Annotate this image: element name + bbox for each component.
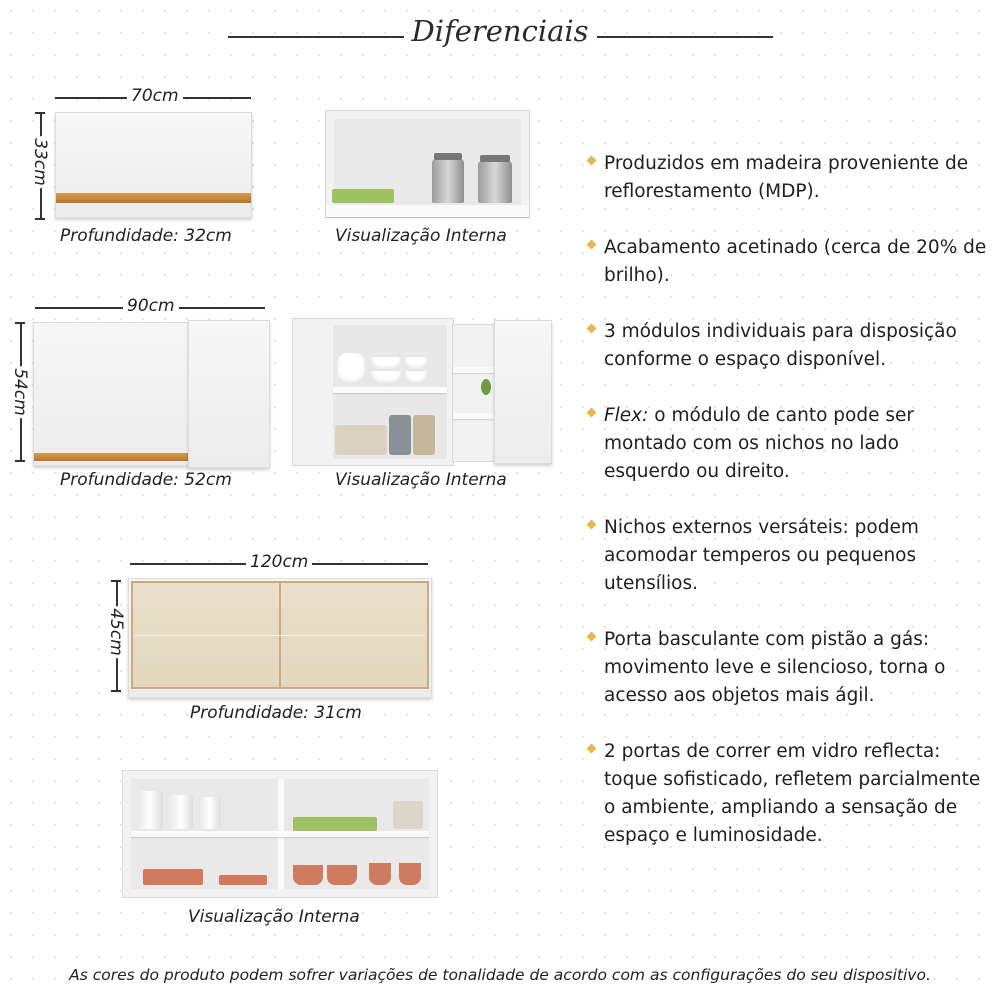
module-3-width-label: 120cm xyxy=(246,552,312,572)
module-2-wood-trim xyxy=(34,453,189,461)
module-1-height-dimension xyxy=(28,112,52,220)
module-2-cabinet xyxy=(33,322,190,466)
glass-jar xyxy=(432,159,464,203)
feature-text: 3 módulos individuais para disposição conforme o espaço disponível. xyxy=(604,321,957,370)
canister xyxy=(413,415,435,455)
module-2-height-dimension xyxy=(8,322,32,462)
feature-item xyxy=(588,150,988,206)
bullet-diamond-icon xyxy=(587,520,597,530)
bullet-diamond-icon xyxy=(587,156,597,166)
bread-box xyxy=(335,425,387,455)
module-3-depth-caption: Profundidade: 31cm xyxy=(190,703,362,723)
module-3-cabinet xyxy=(128,578,432,698)
module-2-width-dimension xyxy=(35,296,265,318)
bullet-diamond-icon xyxy=(587,324,597,334)
module-2-width-label: 90cm xyxy=(123,296,179,316)
spice-canister xyxy=(137,791,163,829)
color-disclaimer: As cores do produto podem sofrer variações de tonalidade de acordo com as configurações do seu dispositivo. xyxy=(69,966,931,984)
page-title: Diferenciais xyxy=(411,14,589,48)
module-3-interior-caption: Visualização Interna xyxy=(188,907,360,927)
module-3-height-label: 45cm xyxy=(105,608,126,656)
bullet-diamond-icon xyxy=(587,240,597,250)
bullet-diamond-icon xyxy=(587,744,597,754)
feature-item xyxy=(588,626,988,710)
plates-stack xyxy=(143,869,203,885)
title-rule-right xyxy=(597,36,773,38)
mug xyxy=(399,863,421,885)
feature-item xyxy=(588,514,988,598)
feature-text: Produzidos em madeira proveniente de reflorestamento (MDP). xyxy=(604,153,969,202)
spice-canister xyxy=(169,795,193,829)
module-1-interior-view xyxy=(325,110,530,218)
spice-canister xyxy=(199,797,221,829)
module-3-width-dimension xyxy=(130,552,428,574)
feature-text: 2 portas de correr em vidro reflecta: toque sofisticado, refletem parcialmente o ambiente, ampliando a sensação de espaço e luminosidade. xyxy=(604,741,981,846)
feature-item xyxy=(588,738,988,850)
cup xyxy=(371,371,401,385)
feature-text: Nichos externos versáteis: podem acomodar temperos ou pequenos utensílios. xyxy=(604,517,919,594)
cup xyxy=(371,357,401,371)
bowl xyxy=(293,865,323,885)
feature-text: o módulo de canto pode ser montado com os nichos no lado esquerdo ou direito. xyxy=(604,405,914,482)
module-1-wood-trim xyxy=(56,193,251,203)
module-3-height-dimension xyxy=(104,580,128,692)
module-1-height-label: 33cm xyxy=(29,138,50,186)
module-1-interior-caption: Visualização Interna xyxy=(335,226,507,246)
module-2-side-door xyxy=(188,320,270,468)
module-2-height-label: 54cm xyxy=(9,368,30,416)
feature-lead: Flex: xyxy=(604,405,649,426)
module-1-width-dimension xyxy=(55,86,251,108)
features-list xyxy=(588,150,988,878)
module-2-niche-column xyxy=(452,324,496,462)
feature-text: Porta basculante com pistão a gás: movimento leve e silencioso, torna o acesso aos objetos mais ágil. xyxy=(604,629,946,706)
module-2-depth-caption: Profundidade: 52cm xyxy=(60,470,232,490)
green-baking-dish xyxy=(293,817,377,831)
feature-text: Acabamento acetinado (cerca de 20% de brilho). xyxy=(604,237,987,286)
plant-pot xyxy=(481,379,491,395)
green-baking-dish xyxy=(332,189,394,203)
plates-stack xyxy=(219,875,267,885)
bullet-diamond-icon xyxy=(587,408,597,418)
teapot xyxy=(337,353,365,385)
module-2-open-door xyxy=(494,320,552,464)
feature-item xyxy=(588,402,988,486)
bread-box xyxy=(393,801,423,829)
canister xyxy=(389,415,411,455)
feature-item xyxy=(588,318,988,374)
module-2-interior-view xyxy=(292,318,454,466)
mug xyxy=(369,863,391,885)
module-1-depth-caption: Profundidade: 32cm xyxy=(60,226,232,246)
bullet-diamond-icon xyxy=(587,632,597,642)
feature-item xyxy=(588,234,988,290)
module-1-cabinet xyxy=(55,112,252,218)
module-2-interior-caption: Visualização Interna xyxy=(335,470,507,490)
glass-jar xyxy=(478,161,512,203)
module-1-width-label: 70cm xyxy=(127,86,183,106)
module-3-interior-view xyxy=(122,770,438,898)
bowl xyxy=(327,865,357,885)
